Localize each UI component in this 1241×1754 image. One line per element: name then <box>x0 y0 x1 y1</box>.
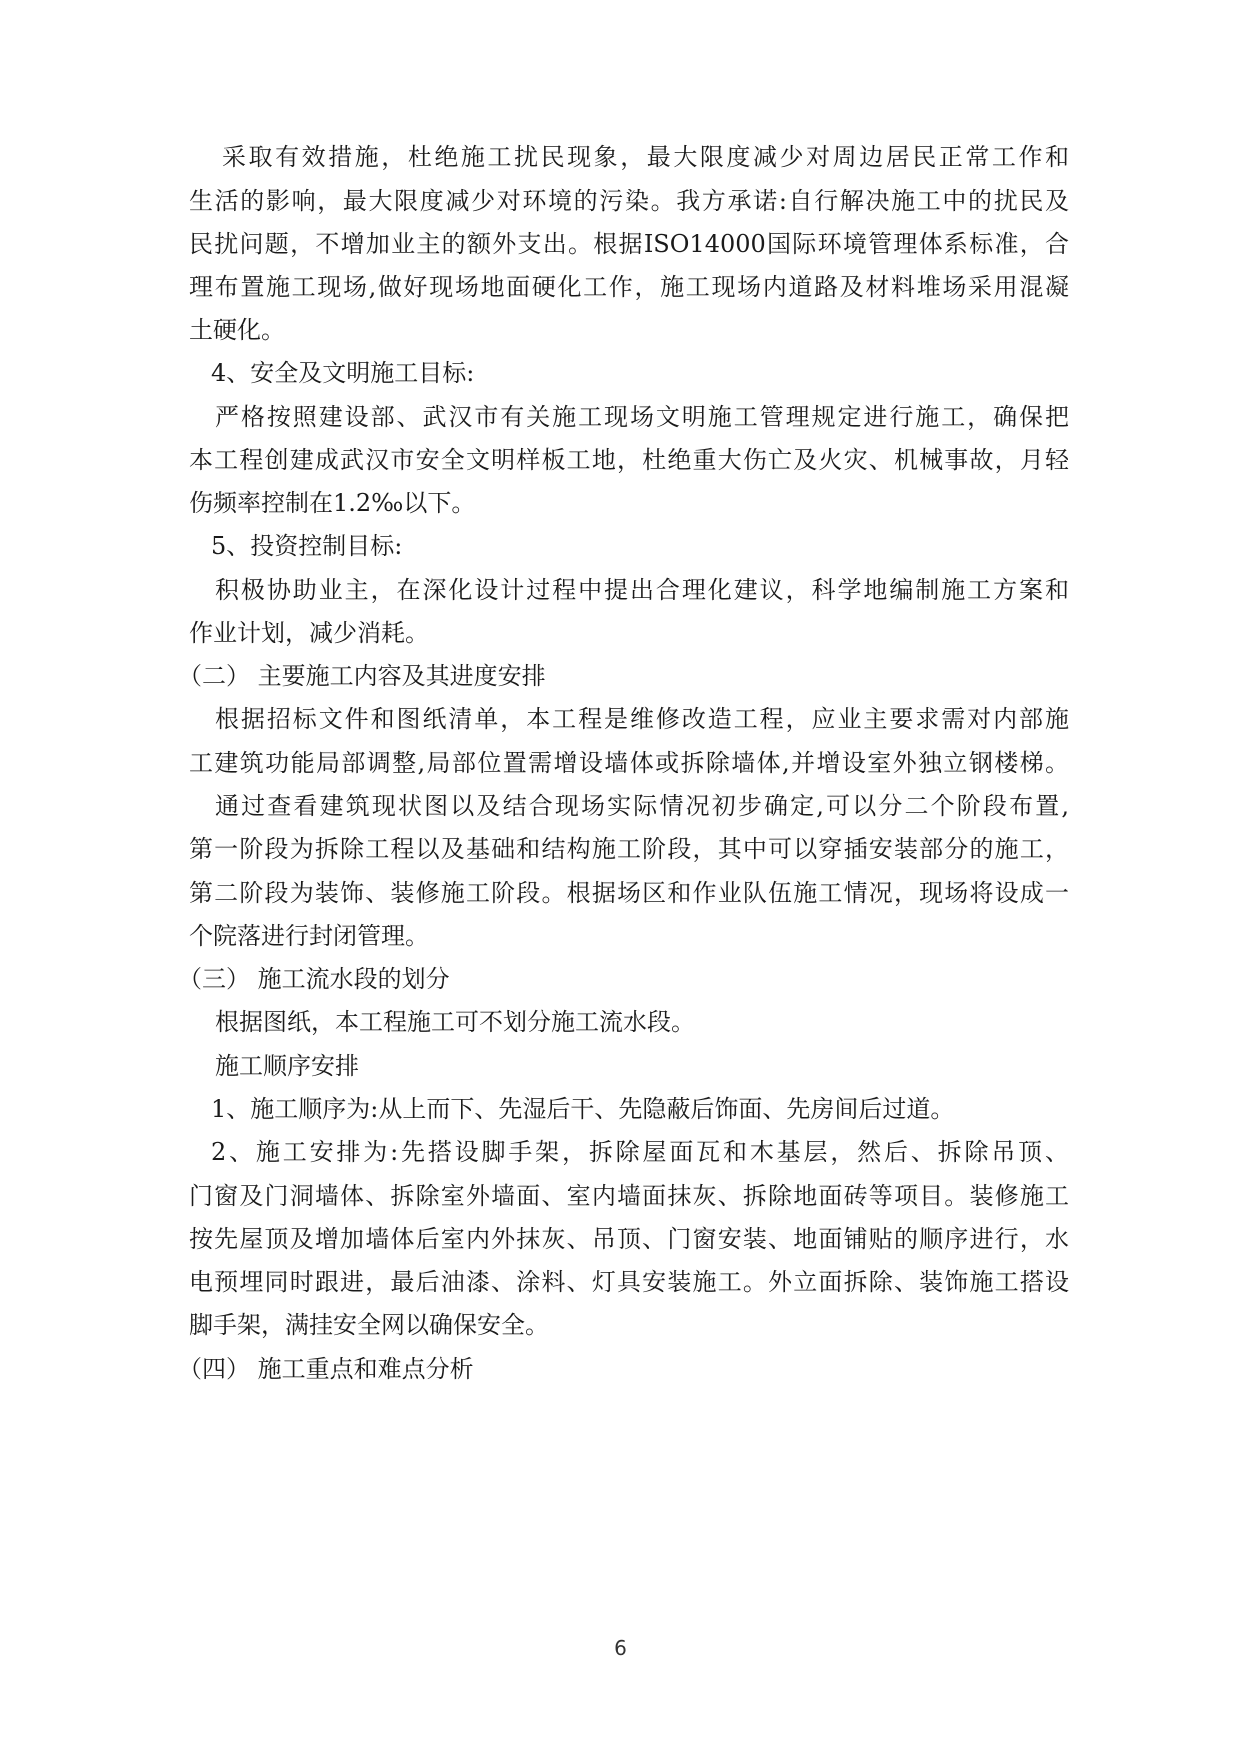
paragraph-line: 采取有效措施，杜绝施工扰民现象，最大限度减少对周边居民正常工作和 <box>222 143 1069 171</box>
section-heading: （四） 施工重点和难点分析 <box>178 1355 474 1383</box>
paragraph-line: 第二阶段为装饰、装修施工阶段。根据场区和作业队伍施工情况，现场将设成一 <box>189 879 1069 907</box>
subsection-heading: 施工顺序安排 <box>215 1052 359 1080</box>
paragraph-line: 个院落进行封闭管理。 <box>189 922 429 950</box>
section-heading: （二） 主要施工内容及其进度安排 <box>178 662 546 690</box>
paragraph-line: 本工程创建成武汉市安全文明样板工地，杜绝重大伤亡及火灾、机械事故，月轻 <box>189 446 1069 474</box>
paragraph-line: 电预埋同时跟进，最后油漆、涂料、灯具安装施工。外立面拆除、装饰施工搭设 <box>189 1268 1069 1296</box>
paragraph-line: 门窗及门洞墙体、拆除室外墙面、室内墙面抹灰、拆除地面砖等项目。装修施工 <box>189 1182 1069 1210</box>
paragraph-line: 严格按照建设部、武汉市有关施工现场文明施工管理规定进行施工，确保把 <box>215 403 1069 431</box>
paragraph-line: 根据图纸，本工程施工可不划分施工流水段。 <box>215 1008 695 1036</box>
paragraph-line: 1、施工顺序为:从上而下、先湿后干、先隐蔽后饰面、先房间后过道。 <box>211 1095 955 1123</box>
paragraph-line: 按先屋顶及增加墙体后室内外抹灰、吊顶、门窗安装、地面铺贴的顺序进行，水 <box>189 1225 1069 1253</box>
paragraph-line: 第一阶段为拆除工程以及基础和结构施工阶段，其中可以穿插安装部分的施工， <box>189 835 1069 863</box>
paragraph-line: 根据招标文件和图纸清单，本工程是维修改造工程，应业主要求需对内部施 <box>215 705 1069 733</box>
paragraph-line: 伤频率控制在1.2‰以下。 <box>189 489 476 517</box>
paragraph-line: 民扰问题，不增加业主的额外支出。根据ISO14000国际环境管理体系标准，合 <box>189 230 1069 258</box>
paragraph-line: 脚手架，满挂安全网以确保安全。 <box>189 1311 549 1339</box>
paragraph-line: 理布置施工现场,做好现场地面硬化工作，施工现场内道路及材料堆场采用混凝 <box>189 273 1069 301</box>
section-heading: 4、安全及文明施工目标: <box>211 359 475 387</box>
paragraph-line: 2、施工安排为:先搭设脚手架，拆除屋面瓦和木基层，然后、拆除吊顶、 <box>211 1138 1069 1166</box>
paragraph-line: 生活的影响，最大限度减少对环境的污染。我方承诺:自行解决施工中的扰民及 <box>189 187 1069 215</box>
paragraph-line: 积极协助业主，在深化设计过程中提出合理化建议，科学地编制施工方案和 <box>215 576 1069 604</box>
paragraph-line: 土硬化。 <box>189 316 285 344</box>
paragraph-line: 工建筑功能局部调整,局部位置需增设墙体或拆除墙体,并增设室外独立钢楼梯。 <box>189 749 1069 777</box>
page-number: 6 <box>614 1636 627 1660</box>
section-heading: （三） 施工流水段的划分 <box>178 965 450 993</box>
section-heading: 5、投资控制目标: <box>211 532 403 560</box>
paragraph-line: 通过查看建筑现状图以及结合现场实际情况初步确定,可以分二个阶段布置, <box>215 792 1069 820</box>
paragraph-line: 作业计划，减少消耗。 <box>189 619 429 647</box>
